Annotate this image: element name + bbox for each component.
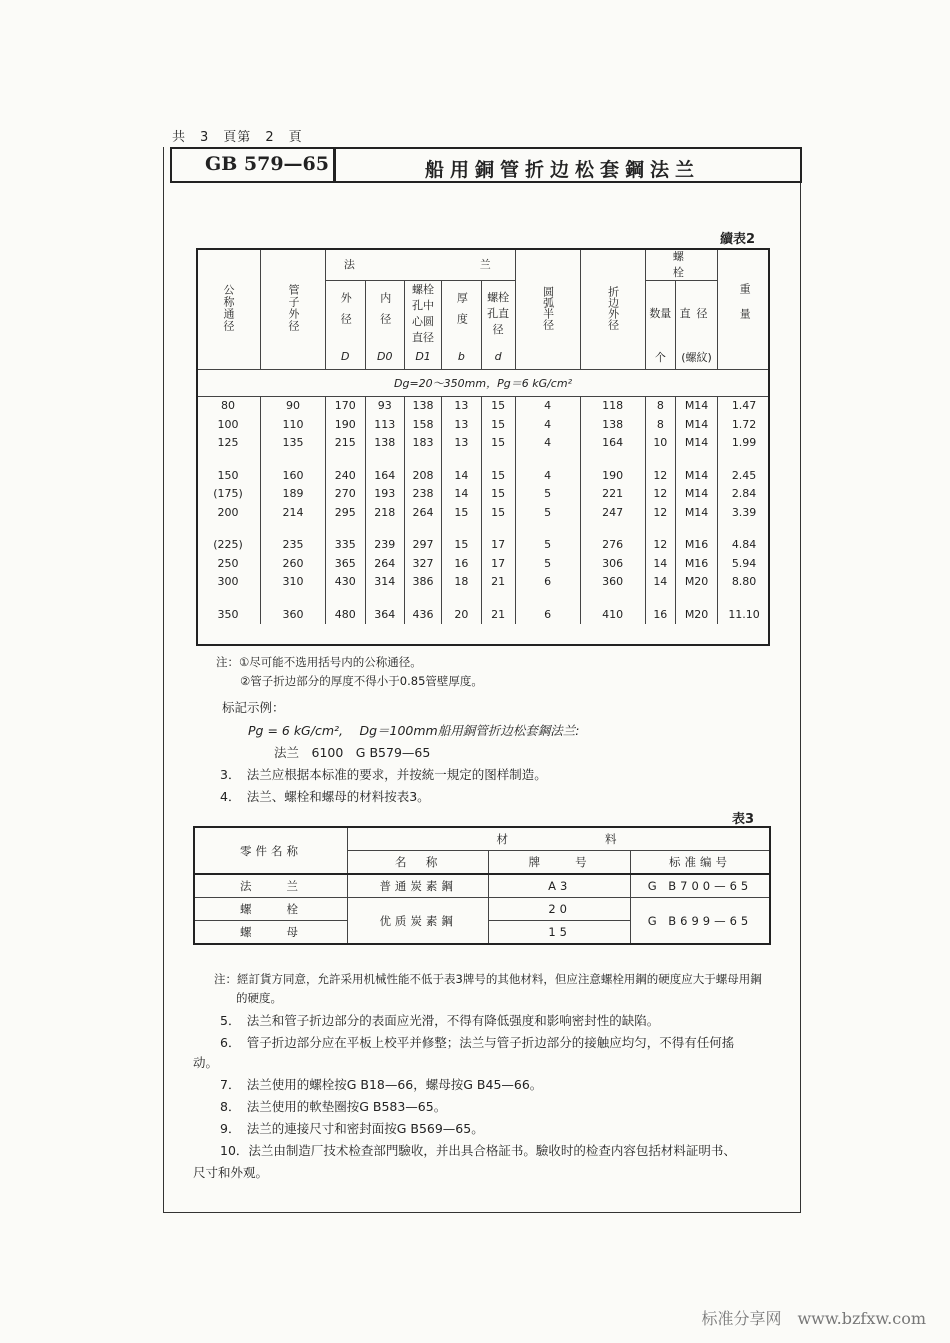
table-cell: 15: [481, 415, 515, 434]
example-title: 标記示例：: [222, 700, 285, 715]
col-head-d: 外径: [326, 281, 366, 346]
table-cell: 218: [365, 503, 405, 522]
table-row: [196, 605, 770, 624]
t3-row-std: G B699—65: [630, 898, 770, 945]
table-cell: 118: [580, 396, 645, 415]
table-cell: 300: [217, 575, 239, 589]
t3-head-std: 标准编号: [630, 851, 770, 875]
table-cell: M14: [676, 503, 718, 522]
table-cell: 436: [405, 605, 442, 624]
table-cell: 200: [217, 505, 239, 519]
table-cell: M14: [676, 466, 718, 485]
table-cell: 15: [442, 503, 482, 522]
table-cell: 16: [442, 554, 482, 573]
table-cell: 13: [442, 434, 482, 453]
paragraph-5: 5． 法兰和管子折边部分的表面应光滑，不得有降低强度和影响密封性的缺陷。: [220, 1013, 660, 1028]
table-cell: 297: [405, 536, 442, 555]
table-cell: 335: [326, 536, 366, 555]
col-head-dw: 管子外径: [261, 248, 326, 369]
table-cell: 14: [645, 573, 675, 592]
table-row: [196, 536, 770, 555]
table-cell: 264: [365, 554, 405, 573]
table-cell: M20: [676, 605, 718, 624]
table-cell: M16: [676, 536, 718, 555]
table-cell: 10: [645, 434, 675, 453]
pager-total-label: 共: [172, 130, 187, 145]
paragraph-3: 3． 法兰应根据本标准的要求，并按統一規定的图样制造。: [220, 767, 547, 782]
example-line-2: 法兰 6100 G B579—65: [274, 745, 431, 760]
table-row: [196, 554, 770, 573]
table-cell: 238: [405, 485, 442, 504]
table-cell: 12: [645, 536, 675, 555]
table-cell: 4: [515, 415, 580, 434]
table-cell: 240: [326, 466, 366, 485]
table3-note: 注：經訂貨方同意，允許采用机械性能不低于表3牌号的其他材料，但应注意螺栓用鋼的硬度应大于螺母用鋼: [214, 972, 762, 986]
sym-d: D: [326, 345, 366, 369]
page-counter: [172, 126, 317, 145]
table-cell: 100: [217, 417, 239, 431]
table-cell: 189: [261, 485, 326, 504]
table-cell: 327: [405, 554, 442, 573]
table-cell: 215: [326, 434, 366, 453]
paragraph-10: 10．法兰由制造厂技术检查部門驗收，并出具合格証书。驗收时的检查内容包括材料証明书、: [220, 1143, 736, 1158]
sym-dd: d: [481, 345, 515, 369]
t3-row-grade: 20: [489, 898, 631, 921]
table2-caption: 續表2: [720, 232, 756, 247]
table-cell: 350: [217, 607, 239, 621]
t3-head-name: 名 称: [347, 851, 488, 875]
table-cell: (225): [213, 538, 243, 552]
table-cell: 480: [326, 605, 366, 624]
table3-note-cont: 的硬度。: [236, 991, 282, 1005]
paragraph-8: 8． 法兰使用的軟垫圈按G B583—65。: [220, 1099, 447, 1114]
table-cell: 8.80: [718, 573, 770, 592]
table-cell: 17: [481, 536, 515, 555]
table-cell: 18: [442, 573, 482, 592]
col-head-dg: 公称通径: [222, 284, 235, 333]
table2: [196, 248, 770, 624]
table-cell: 264: [405, 503, 442, 522]
table-cell: 110: [261, 415, 326, 434]
sym-qty: 个: [645, 345, 675, 369]
table-cell: 14: [442, 466, 482, 485]
table-cell: 125: [217, 436, 239, 450]
table-cell: 158: [405, 415, 442, 434]
table-row: [196, 573, 770, 592]
table-cell: 1.47: [718, 396, 770, 415]
table-cell: 364: [365, 605, 405, 624]
table-cell: 150: [217, 468, 239, 482]
table-cell: 113: [365, 415, 405, 434]
table-cell: 17: [481, 554, 515, 573]
table-row: [196, 434, 770, 453]
table-row: [196, 466, 770, 485]
table-cell: 138: [405, 396, 442, 415]
table-cell: 13: [442, 396, 482, 415]
table-cell: 276: [580, 536, 645, 555]
table-cell: 6: [515, 573, 580, 592]
table-cell: 410: [580, 605, 645, 624]
table-cell: 90: [261, 396, 326, 415]
t3-head-part: 零件名称: [194, 827, 347, 874]
table-cell: 164: [580, 434, 645, 453]
table-cell: 250: [217, 556, 239, 570]
table-cell: 360: [580, 573, 645, 592]
t3-row-grade: 15: [489, 921, 631, 945]
table-cell: 221: [580, 485, 645, 504]
example-line-1: Pg = 6 kG/cm², Dg＝100mm船用銅管折边松套鋼法兰:: [248, 723, 580, 738]
table-cell: 193: [365, 485, 405, 504]
table-cell: 8: [645, 396, 675, 415]
table-cell: 5.94: [718, 554, 770, 573]
table-cell: M20: [676, 573, 718, 592]
table-cell: 93: [365, 396, 405, 415]
t3-head-grade: 牌 号: [489, 851, 631, 875]
table-cell: 310: [261, 573, 326, 592]
table-row: [196, 415, 770, 434]
table-cell: 164: [365, 466, 405, 485]
group-head-flange: 法 兰: [326, 248, 516, 281]
table-cell: 13: [442, 415, 482, 434]
table-cell: 12: [645, 466, 675, 485]
table-cell: 80: [221, 399, 235, 413]
table-cell: 14: [442, 485, 482, 504]
table-cell: 20: [442, 605, 482, 624]
col-head-weight: 重量: [718, 248, 770, 369]
paragraph-6-cont: 动。: [193, 1055, 219, 1070]
table-cell: 16: [645, 605, 675, 624]
table-cell: 12: [645, 485, 675, 504]
table-cell: 235: [261, 536, 326, 555]
table-cell: 4: [515, 466, 580, 485]
table-cell: 270: [326, 485, 366, 504]
table2-note-1: 注：①尽可能不选用括号内的公称通径。: [216, 655, 422, 669]
t3-row-part: 螺 栓: [194, 898, 347, 921]
table-cell: 8: [645, 415, 675, 434]
table-cell: 386: [405, 573, 442, 592]
table-cell: 11.10: [718, 605, 770, 624]
table-cell: 4: [515, 434, 580, 453]
sym-dia: (螺紋): [676, 345, 718, 369]
t3-row-std: G B700—65: [630, 874, 770, 898]
table-cell: 5: [515, 536, 580, 555]
table-cell: 5: [515, 503, 580, 522]
document-title: 船用銅管折边松套鋼法兰: [425, 159, 701, 181]
pager-page-suffix: 頁: [288, 130, 303, 145]
table-cell: 295: [326, 503, 366, 522]
table3-caption: 表3: [732, 812, 755, 827]
table-cell: 3.39: [718, 503, 770, 522]
table-cell: 247: [580, 503, 645, 522]
table-cell: (175): [213, 487, 243, 501]
table-cell: 170: [326, 396, 366, 415]
watermark: 标准分享网 www.bzfxw.com: [701, 1309, 926, 1328]
table-cell: 160: [261, 466, 326, 485]
table-cell: 15: [481, 434, 515, 453]
col-head-dia: 直径: [676, 281, 718, 346]
table-cell: 14: [645, 554, 675, 573]
table-cell: 430: [326, 573, 366, 592]
table-cell: 4.84: [718, 536, 770, 555]
table-cell: M14: [676, 485, 718, 504]
sym-d1: D1: [405, 345, 442, 369]
table-cell: 183: [405, 434, 442, 453]
table-cell: 21: [481, 573, 515, 592]
t3-head-material: 材 料: [347, 827, 770, 851]
t3-row-part: 螺 母: [194, 921, 347, 945]
col-head-d0: 内径: [365, 281, 405, 346]
t3-row-grade: A3: [489, 874, 631, 898]
group-head-bolt: 螺 栓: [645, 248, 717, 281]
table-row: [196, 503, 770, 522]
table-cell: 15: [442, 536, 482, 555]
paragraph-10-cont: 尺寸和外观。: [193, 1165, 269, 1180]
table-cell: 360: [261, 605, 326, 624]
table-cell: 2.45: [718, 466, 770, 485]
table-cell: 190: [580, 466, 645, 485]
t3-row-name: 普通炭素鋼: [347, 874, 488, 898]
table-cell: 1.72: [718, 415, 770, 434]
table-cell: 365: [326, 554, 366, 573]
table-cell: 260: [261, 554, 326, 573]
table2-condition: Dg=20～350mm，Pg＝6 kG/cm²: [196, 369, 770, 396]
table-cell: 21: [481, 605, 515, 624]
paragraph-4: 4． 法兰、螺栓和螺母的材料按表3。: [220, 789, 430, 804]
table-cell: M14: [676, 396, 718, 415]
col-head-qty: 数量: [645, 281, 675, 346]
table3: [193, 826, 771, 945]
table-cell: 314: [365, 573, 405, 592]
pager-page-label: 頁第: [223, 130, 252, 145]
paragraph-6: 6． 管子折边部分应在平板上校平并修整；法兰与管子折边部分的接触应均匀，不得有任何搖: [220, 1035, 735, 1050]
table-cell: 214: [261, 503, 326, 522]
t3-row-name: 优质炭素鋼: [347, 898, 488, 945]
col-head-r: 圆弧半径: [515, 248, 580, 369]
table-cell: 5: [515, 554, 580, 573]
table-cell: 15: [481, 485, 515, 504]
sym-b: b: [442, 345, 482, 369]
table-cell: 135: [261, 434, 326, 453]
table-cell: 12: [645, 503, 675, 522]
col-head-d1: 螺栓孔中心圆直径: [405, 281, 442, 346]
table-cell: M16: [676, 554, 718, 573]
table2-note-2: ②管子折边部分的厚度不得小于0.85管壁厚度。: [240, 674, 483, 688]
col-head-b: 厚度: [442, 281, 482, 346]
table-row: [196, 396, 770, 415]
sym-d0: D0: [365, 345, 405, 369]
table-cell: 138: [365, 434, 405, 453]
table-row: [196, 485, 770, 504]
table-cell: 208: [405, 466, 442, 485]
col-head-d2: 折边外径: [580, 248, 645, 369]
table-cell: 1.99: [718, 434, 770, 453]
table-cell: 239: [365, 536, 405, 555]
table-cell: 5: [515, 485, 580, 504]
header-divider: [333, 149, 336, 181]
table-cell: M14: [676, 434, 718, 453]
table-cell: 138: [580, 415, 645, 434]
paragraph-9: 9． 法兰的連接尺寸和密封面按G B569—65。: [220, 1121, 484, 1136]
col-head-dd: 螺栓孔直径: [481, 281, 515, 346]
table-cell: 6: [515, 605, 580, 624]
table-cell: 190: [326, 415, 366, 434]
table-cell: 2.84: [718, 485, 770, 504]
table-cell: 4: [515, 396, 580, 415]
table-cell: 15: [481, 503, 515, 522]
table-cell: 15: [481, 396, 515, 415]
paragraph-7: 7． 法兰使用的螺栓按G B18—66，螺母按G B45—66。: [220, 1077, 543, 1092]
pager-page: 2: [265, 130, 275, 145]
table-cell: M14: [676, 415, 718, 434]
table-cell: 306: [580, 554, 645, 573]
standard-code: GB 579—65: [205, 153, 330, 175]
table-cell: 15: [481, 466, 515, 485]
t3-row-part: 法 兰: [194, 874, 347, 898]
pager-total: 3: [200, 130, 210, 145]
